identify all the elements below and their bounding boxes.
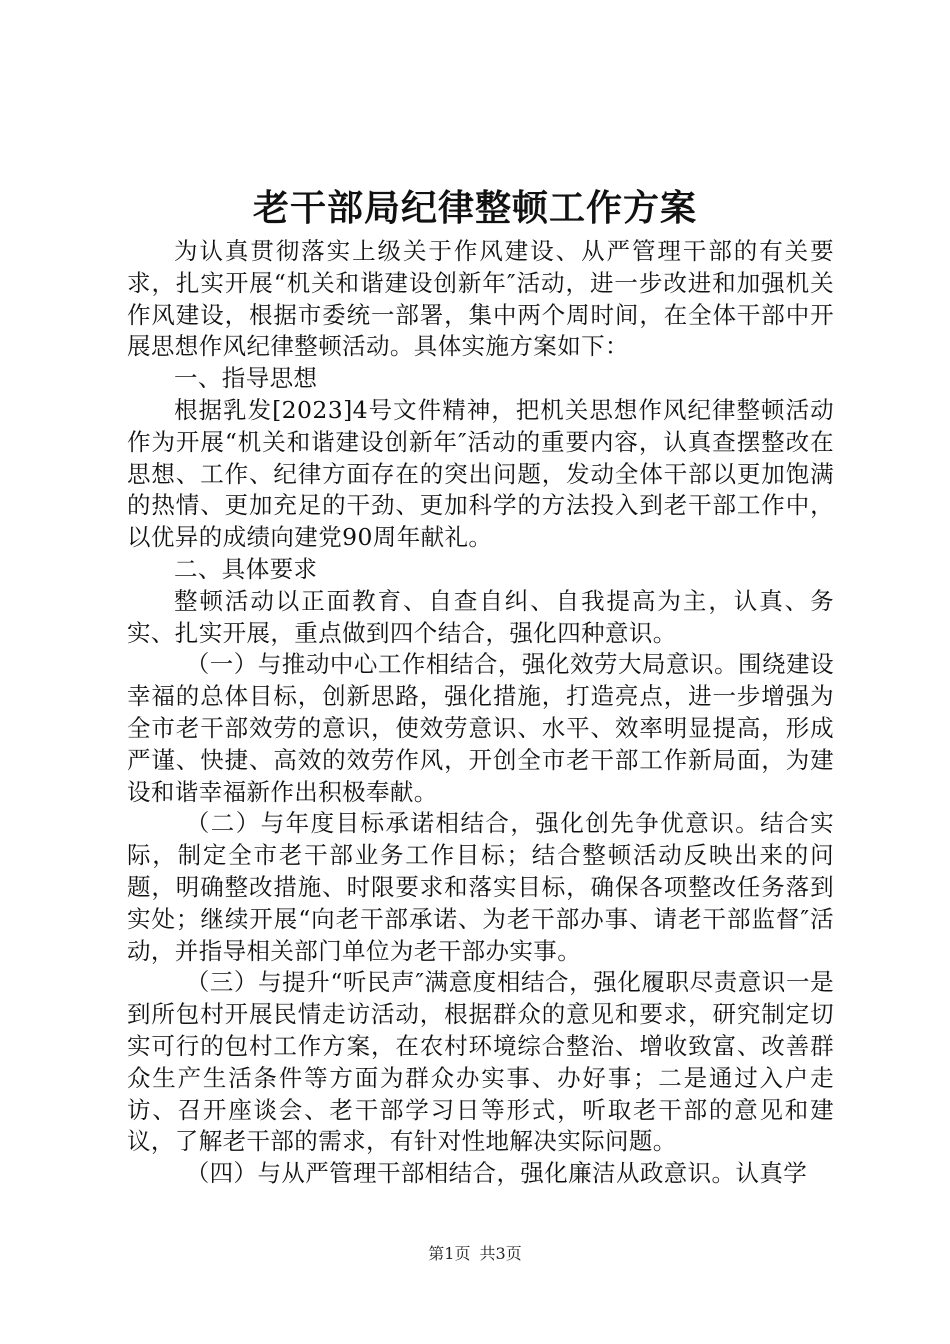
- requirements-intro-paragraph: 整顿活动以正面教育、自查自纠、自我提高为主，认真、务实、扎实开展，重点做到四个结合，强化四种意识。: [127, 586, 834, 647]
- guiding-thought-paragraph: 根据乳发[2023]4号文件精神，把机关思想作风纪律整顿活动作为开展“机关和谐建设创新年″活动的重要内容，认真查摆整改在思想、工作、纪律方面存在的突出问题，发动全体干部以更加饱满的热情、更加充足的干劲、更加科学的方法投入到老干部工作中，以优异的成绩向建党90周年献礼。: [127, 395, 834, 552]
- document-title: 老干部局纪律整顿工作方案: [252, 187, 697, 229]
- requirement-item-4: （四）与从严管理干部相结合，强化廉洁从政意识。认真学: [185, 1159, 808, 1188]
- requirement-item-1: （一）与推动中心工作相结合，强化效劳大局意识。围绕建设幸福的总体目标，创新思路，强化措施，打造亮点，进一步增强为全市老干部效劳的意识，使效劳意识、水平、效率明显提高，形成严谨、快捷、高效的效劳作风，开创全市老干部工作新局面，为建设和谐幸福新作出积极奉献。: [127, 650, 834, 806]
- section-heading-requirements: 二、具体要求: [174, 554, 318, 583]
- requirement-item-3: （三）与提升“听民声″满意度相结合，强化履职尽责意识一是到所包村开展民情走访活动，根据群众的意见和要求，研究制定切实可行的包村工作方案，在农村环境综合整治、增收致富、改善群众生产生活条件等方面为群众办实事、办好事；二是通过入户走访、召开座谈会、老干部学习日等形式，听取老干部的意见和建议，了解老干部的需求，有针对性地解决实际问题。: [127, 968, 834, 1156]
- document-body: [127, 236, 834, 1190]
- intro-paragraph: 为认真贯彻落实上级关于作风建设、从严管理干部的有关要求，扎实开展“机关和谐建设创新年″活动，进一步改进和加强机关作风建设，根据市委统一部署，集中两个周时间，在全体干部中开展思想作风纪律整顿活动。具体实施方案如下：: [127, 237, 834, 361]
- section-heading-guiding-thought: 一、指导思想: [174, 364, 318, 393]
- page-number: 第1页: [428, 1244, 471, 1263]
- requirement-item-2: （二）与年度目标承诺相结合，强化创先争优意识。结合实际，制定全市老干部业务工作目标；结合整顿活动反映出来的问题，明确整改措施、时限要求和落实目标，确保各项整改任务落到实处；继续开展“向老干部承诺、为老干部办事、请老干部监督″活动，并指导相关部门单位为老干部办实事。: [127, 809, 834, 965]
- page-total: 共3页: [479, 1244, 522, 1263]
- page-footer: [0, 1242, 950, 1266]
